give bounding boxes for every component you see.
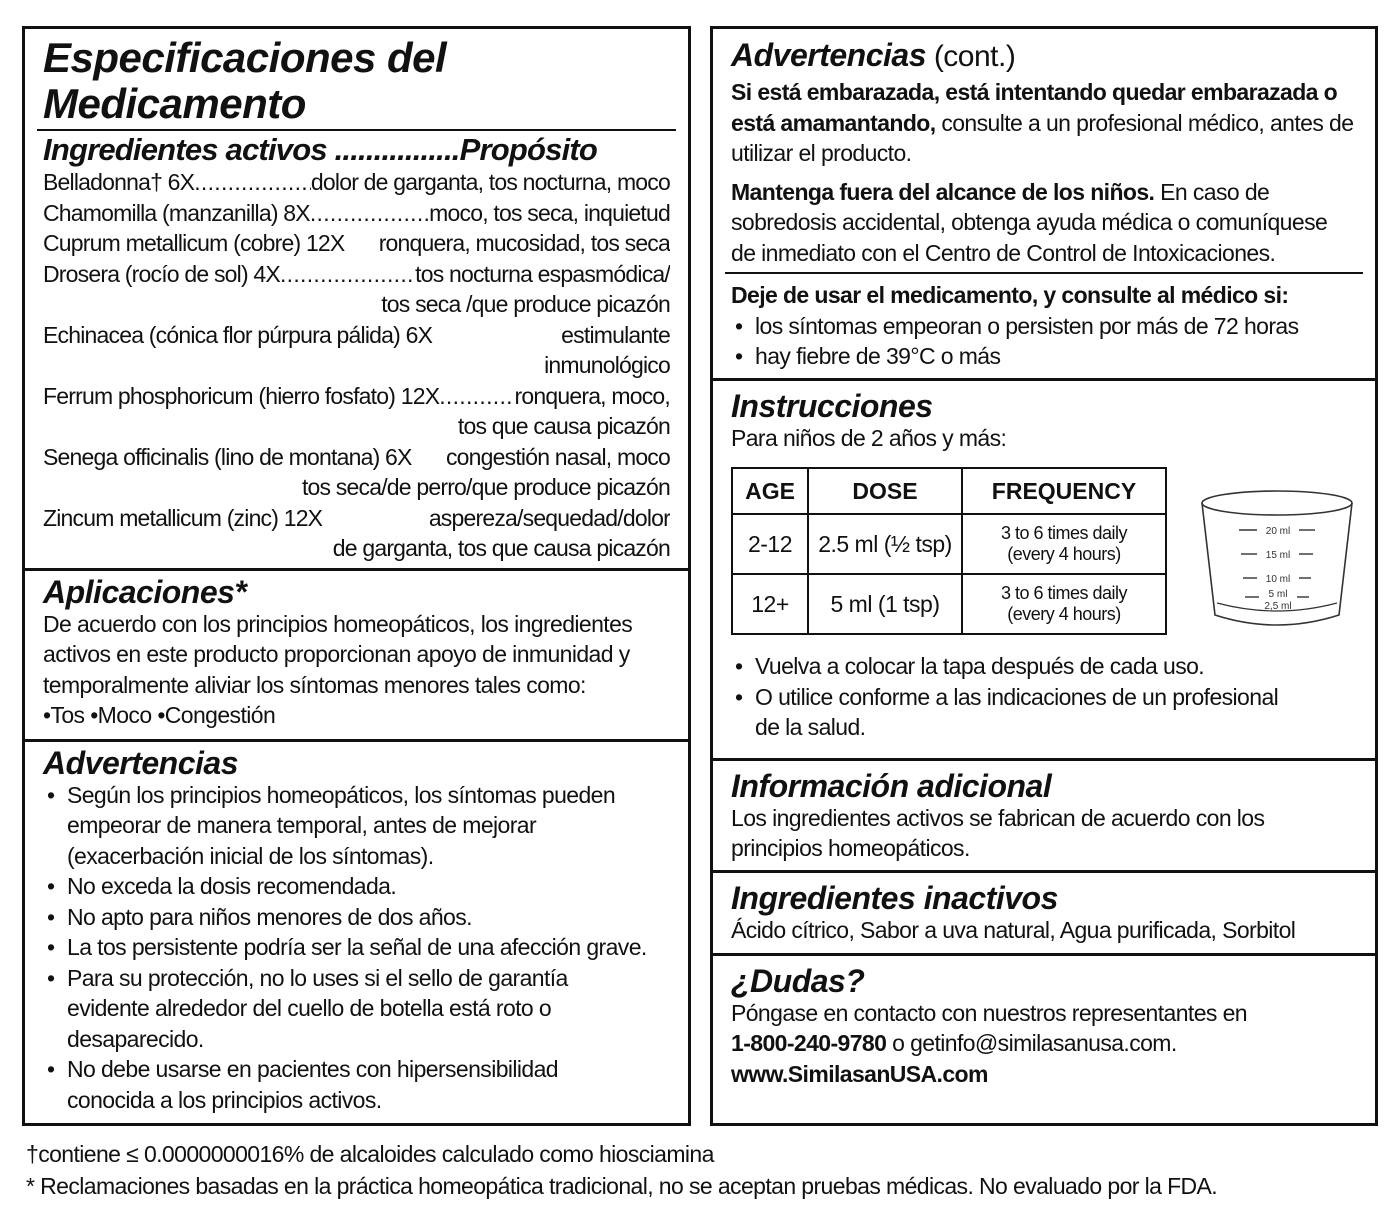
dose-cell: 2.5 ml (½ tsp): [808, 514, 962, 574]
applications-line-2: activos en este producto proporcionan apoyo de inmunidad y: [43, 641, 630, 667]
cup-mark-label: 20 ml: [1265, 525, 1291, 537]
phone-link[interactable]: 1-800-240-9780: [731, 1030, 887, 1056]
leader-dots: [280, 259, 415, 290]
warnings-cont-section: [713, 29, 1375, 378]
warning-item: • Según los principios homeopáticos, los síntomas pueden empeorar de manera temporal, antes de mejorar (exacerbación inicial de los síntomas).: [43, 780, 650, 872]
ingredient-purpose: ronquera, moco,: [514, 382, 670, 409]
drug-facts-right-panel: [710, 26, 1378, 1126]
ingredient-purpose-continued: inmunológico: [544, 352, 670, 378]
frequency-cell: [962, 574, 1166, 634]
ingredient-purpose: ronquera, mucosidad, tos seca: [378, 230, 670, 256]
measuring-cup-icon: [1197, 485, 1357, 635]
ingredient-row: [43, 442, 670, 473]
active-ingredients-list: [43, 167, 670, 564]
stop-use-item: • los síntomas empeoran o persisten por más de 72 horas: [731, 311, 1357, 342]
applications-symptoms: •Tos •Moco •Congestión: [43, 702, 276, 728]
ingredient-name: Zincum metallicum (zinc) 12X: [43, 504, 323, 531]
stop-use-title: Deje de usar el medicamento, y consulte al médico si:: [731, 282, 1289, 308]
questions-section: [713, 956, 1375, 1098]
ingredient-name: Drosera (rocío de sol) 4X: [43, 260, 280, 287]
questions-title: ¿Dudas?: [731, 962, 865, 999]
ingredient-name: Chamomilla (manzanilla) 8X: [43, 199, 310, 226]
leader-dots: [194, 167, 311, 198]
instruction-item: • Vuelva a colocar la tapa después de cada uso.: [731, 651, 1297, 682]
ingredient-row: [43, 228, 670, 259]
website-link[interactable]: www.SimilasanUSA.com: [731, 1060, 988, 1087]
footnote-dagger: †contiene ≤ 0.0000000016% de alcaloides calculado como hiosciamina: [26, 1141, 714, 1167]
dose-cell: 5 ml (1 tsp): [808, 574, 962, 634]
instructions-section: [713, 381, 1375, 761]
ingredient-purpose: aspereza/sequedad/dolor: [428, 504, 670, 531]
stop-use-divider: [725, 272, 1363, 274]
ingredient-row: [43, 259, 670, 290]
ingredient-purpose: estimulante: [561, 321, 670, 348]
footnote-asterisk: * Reclamaciones basadas en la práctica homeopática tradicional, no se aceptan pruebas médicas. No evaluado por la FDA.: [26, 1173, 1218, 1199]
instructions-title: Instrucciones: [731, 387, 933, 424]
age-header: AGE: [732, 468, 808, 514]
ingredient-name: Senega officinalis (lino de montana) 6X: [43, 443, 412, 470]
inactive-ingredients-section: [713, 873, 1375, 956]
applications-section: [25, 571, 688, 742]
additional-info-section: [713, 761, 1375, 873]
frequency-cell: [962, 514, 1166, 574]
frequency-line: (every 4 hours): [1007, 604, 1121, 624]
ingredient-name: Echinacea (cónica flor púrpura pálida) 6X: [43, 321, 433, 348]
cup-mark-label: 2,5 ml: [1264, 600, 1292, 612]
title-divider: [37, 129, 676, 131]
leader-dots: [310, 198, 429, 229]
applications-line-3: temporalmente aliviar los síntomas menores tales como:: [43, 671, 586, 698]
warning-item: • No debe usarse en pacientes con hipersensibilidad conocida a los principios activos.: [43, 1054, 650, 1115]
leader-dots: [439, 381, 514, 412]
warnings-section: [25, 742, 688, 1124]
warning-item: • No exceda la dosis recomendada.: [43, 871, 650, 902]
drug-facts-left-panel: [22, 26, 691, 1126]
frequency-line: (every 4 hours): [1007, 544, 1121, 564]
warnings-cont-title: Advertencias: [731, 37, 926, 73]
warnings-title: Advertencias: [43, 744, 238, 781]
page-title-line2: Medicamento: [43, 80, 306, 127]
ingredient-row: [43, 381, 670, 412]
dosage-table-header: [732, 468, 1166, 514]
ingredient-purpose: dolor de garganta, tos nocturna, moco: [310, 169, 670, 195]
contact-line: [731, 1028, 1357, 1059]
table-row: [732, 514, 1166, 574]
children-warning-text: En caso de sobredosis accidental, obtenga ayuda médica o comuníquese de inmediato con el Centro de Control de Intoxicaciones.: [731, 178, 1328, 266]
additional-info-text: Los ingredientes activos se fabrican de acuerdo con los principios homeopáticos.: [731, 804, 1265, 861]
children-warning-bold: Mantenga fuera del alcance de los niños.: [731, 178, 1155, 205]
ingredient-purpose-continued: tos que causa picazón: [457, 413, 670, 439]
instruction-item: • O utilice conforme a las indicaciones de un profesional de la salud.: [731, 682, 1297, 743]
ingredient-row: [43, 320, 670, 351]
ingredient-purpose: tos nocturna espasmódica/: [415, 260, 670, 287]
inactive-ingredients-text: Ácido cítrico, Sabor a uva natural, Agua purificada, Sorbitol: [731, 916, 1296, 943]
ingredient-purpose-continued: tos seca/de perro/que produce picazón: [301, 474, 670, 500]
stop-use-item: • hay fiebre de 39°C o más: [731, 341, 1357, 372]
ingredient-name: Cuprum metallicum (cobre) 12X: [43, 230, 345, 256]
ingredient-row: [43, 167, 670, 198]
ingredient-row: [43, 198, 670, 229]
ingredient-row: [43, 503, 670, 534]
dosage-table: [731, 467, 1167, 635]
cup-mark-label: 10 ml: [1265, 573, 1291, 585]
warnings-list: [43, 780, 670, 1116]
frequency-line: 3 to 6 times daily: [1000, 583, 1128, 603]
email-link[interactable]: o getinfo@similasanusa.com.: [886, 1030, 1177, 1056]
ingredient-purpose: moco, tos seca, inquietud: [429, 199, 670, 226]
dose-header: DOSE: [808, 468, 962, 514]
age-cell: 2-12: [732, 514, 808, 574]
ingredient-purpose-continued: de garganta, tos que causa picazón: [332, 535, 670, 561]
ingredient-name: Ferrum phosphoricum (hierro fosfato) 12X: [43, 382, 440, 409]
pregnancy-warning: [731, 77, 1357, 169]
cup-mark-label: 15 ml: [1265, 549, 1291, 561]
ingredient-name: Belladonna† 6X: [43, 169, 195, 195]
inactive-ingredients-title: Ingredientes inactivos: [731, 879, 1058, 916]
questions-text: Póngase en contacto con nuestros representantes en: [731, 999, 1247, 1026]
ingredients-header: Ingredientes activos ................Propósito: [43, 132, 598, 167]
stop-use-list: [731, 311, 1357, 372]
instructions-subtitle: Para niños de 2 años y más:: [731, 424, 1007, 451]
ingredient-purpose-continued: tos seca /que produce picazón: [381, 291, 670, 317]
children-warning: [731, 177, 1357, 269]
pregnancy-warning-text: consulte a un profesional médico, antes de utilizar el producto.: [731, 109, 1354, 166]
cup-mark-label: 5 ml: [1268, 588, 1288, 600]
pregnancy-warning-bold: Si está embarazada, está intentando quedar embarazada o está amamantando,: [731, 79, 1338, 136]
drug-facts-title-section: [25, 29, 688, 568]
table-row: [732, 574, 1166, 634]
warning-item: • La tos persistente podría ser la señal de una afección grave.: [43, 932, 650, 963]
instructions-list: [731, 651, 1357, 743]
frequency-line: 3 to 6 times daily: [1000, 523, 1128, 543]
page-title-line1: Especificaciones del: [43, 34, 447, 81]
ingredient-purpose: congestión nasal, moco: [445, 443, 670, 470]
additional-info-title: Información adicional: [731, 767, 1052, 804]
age-cell: 12+: [732, 574, 808, 634]
frequency-header: FREQUENCY: [962, 468, 1166, 514]
warning-item: • No apto para niños menores de dos años.: [43, 902, 650, 933]
warning-item: • Para su protección, no lo uses si el sello de garantía evidente alrededor del cuello de botella está roto o desaparecido.: [43, 963, 650, 1055]
applications-line-1: De acuerdo con los principios homeopáticos, los ingredientes: [43, 610, 633, 637]
applications-title: Aplicaciones*: [43, 573, 247, 610]
warnings-cont-suffix: (cont.): [925, 40, 1016, 73]
